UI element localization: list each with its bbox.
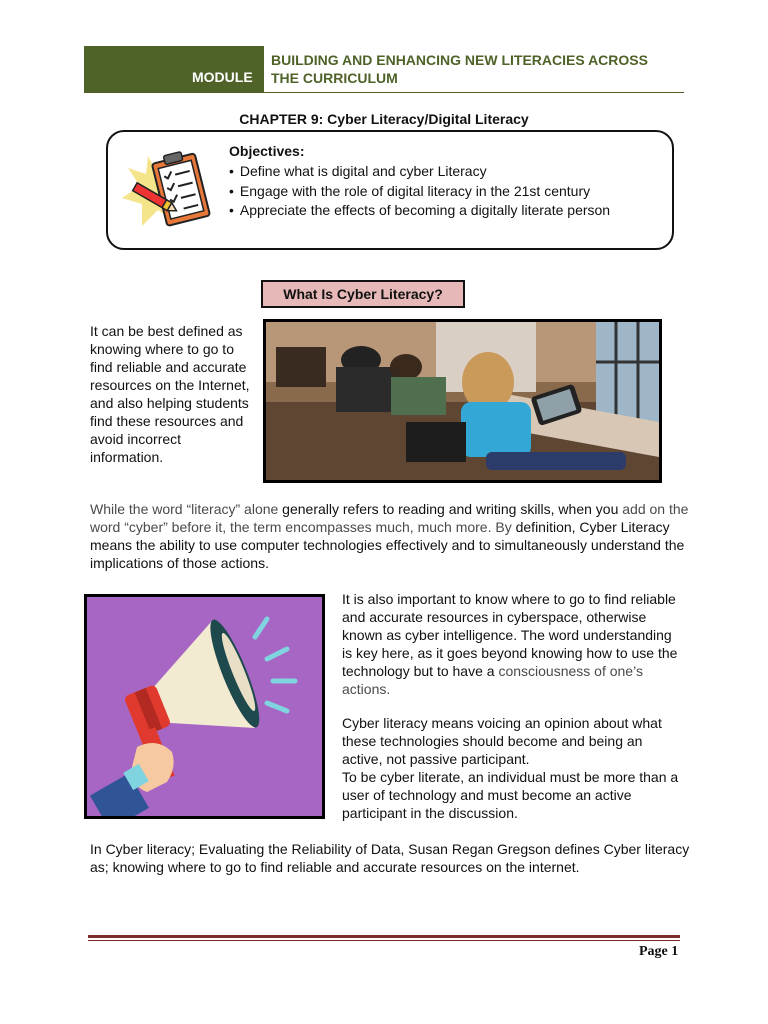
- clipboard-checklist-icon: [118, 146, 226, 238]
- module-title-line2: THE CURRICULUM: [271, 70, 398, 86]
- module-label: MODULE: [192, 69, 253, 85]
- objective-item: • Appreciate the effects of becoming a digitally literate person: [229, 201, 610, 221]
- chapter-title: CHAPTER 9: Cyber Literacy/Digital Literacy: [239, 111, 529, 127]
- paragraph-text: Cyber literacy means voicing an opinion about what these technologies should become and being an active, not passive participant.: [342, 715, 662, 767]
- objective-item: • Define what is digital and cyber Literacy: [229, 162, 610, 182]
- objectives-list: [229, 162, 610, 221]
- paragraph-text-light: add on the word “cyber” before it, the term encompasses much, much more. By: [90, 501, 689, 535]
- objective-item: • Engage with the role of digital literacy in the 21st century: [229, 182, 610, 202]
- paragraph-definition: It can be best defined as knowing where to go to find reliable and accurate resources on the Internet, and also helping students find these resources and avoid incorrect information.: [90, 323, 250, 465]
- page-number: Page 1: [639, 944, 679, 959]
- module-title: [271, 51, 691, 87]
- paragraph-active-participant: [342, 714, 682, 822]
- classroom-photo: [263, 319, 662, 483]
- paragraph-text-light: consciousness of one’s actions.: [342, 663, 643, 697]
- paragraph-text: definition, Cyber Literacy means the ability to use computer technologies effectively and to simultaneously understand the implications of those actions.: [90, 519, 685, 571]
- section-heading: What Is Cyber Literacy?: [261, 280, 465, 308]
- module-title-line1: BUILDING AND ENHANCING NEW LITERACIES ACROSS: [271, 52, 648, 68]
- header-rule: [84, 92, 684, 93]
- paragraph-literacy-meaning: [90, 500, 690, 572]
- paragraph-text: To be cyber literate, an individual must be more than a user of technology and must become an active participant in the discussion.: [342, 769, 679, 821]
- paragraph-text: It is also important to know where to go to find reliable and accurate resources in cyberspace, otherwise known as cyber intelligence. The word understanding is key here, as it goes beyond knowing how to use the technology but to have a: [342, 591, 678, 679]
- objectives-heading: Objectives:: [229, 143, 305, 159]
- paragraph-cyber-intelligence: [342, 590, 682, 698]
- footer-rule-thin: [88, 940, 680, 941]
- footer-rule: [88, 935, 680, 938]
- paragraph-text: generally refers to reading and writing skills, when you: [278, 501, 623, 517]
- megaphone-icon: [84, 594, 325, 819]
- paragraph-text-light: While the word “literacy” alone: [90, 501, 279, 517]
- paragraph-gregson-definition: In Cyber literacy; Evaluating the Reliability of Data, Susan Regan Gregson defines Cyber literacy as; knowing where to go to find reliable and accurate resources on the internet.: [90, 841, 690, 875]
